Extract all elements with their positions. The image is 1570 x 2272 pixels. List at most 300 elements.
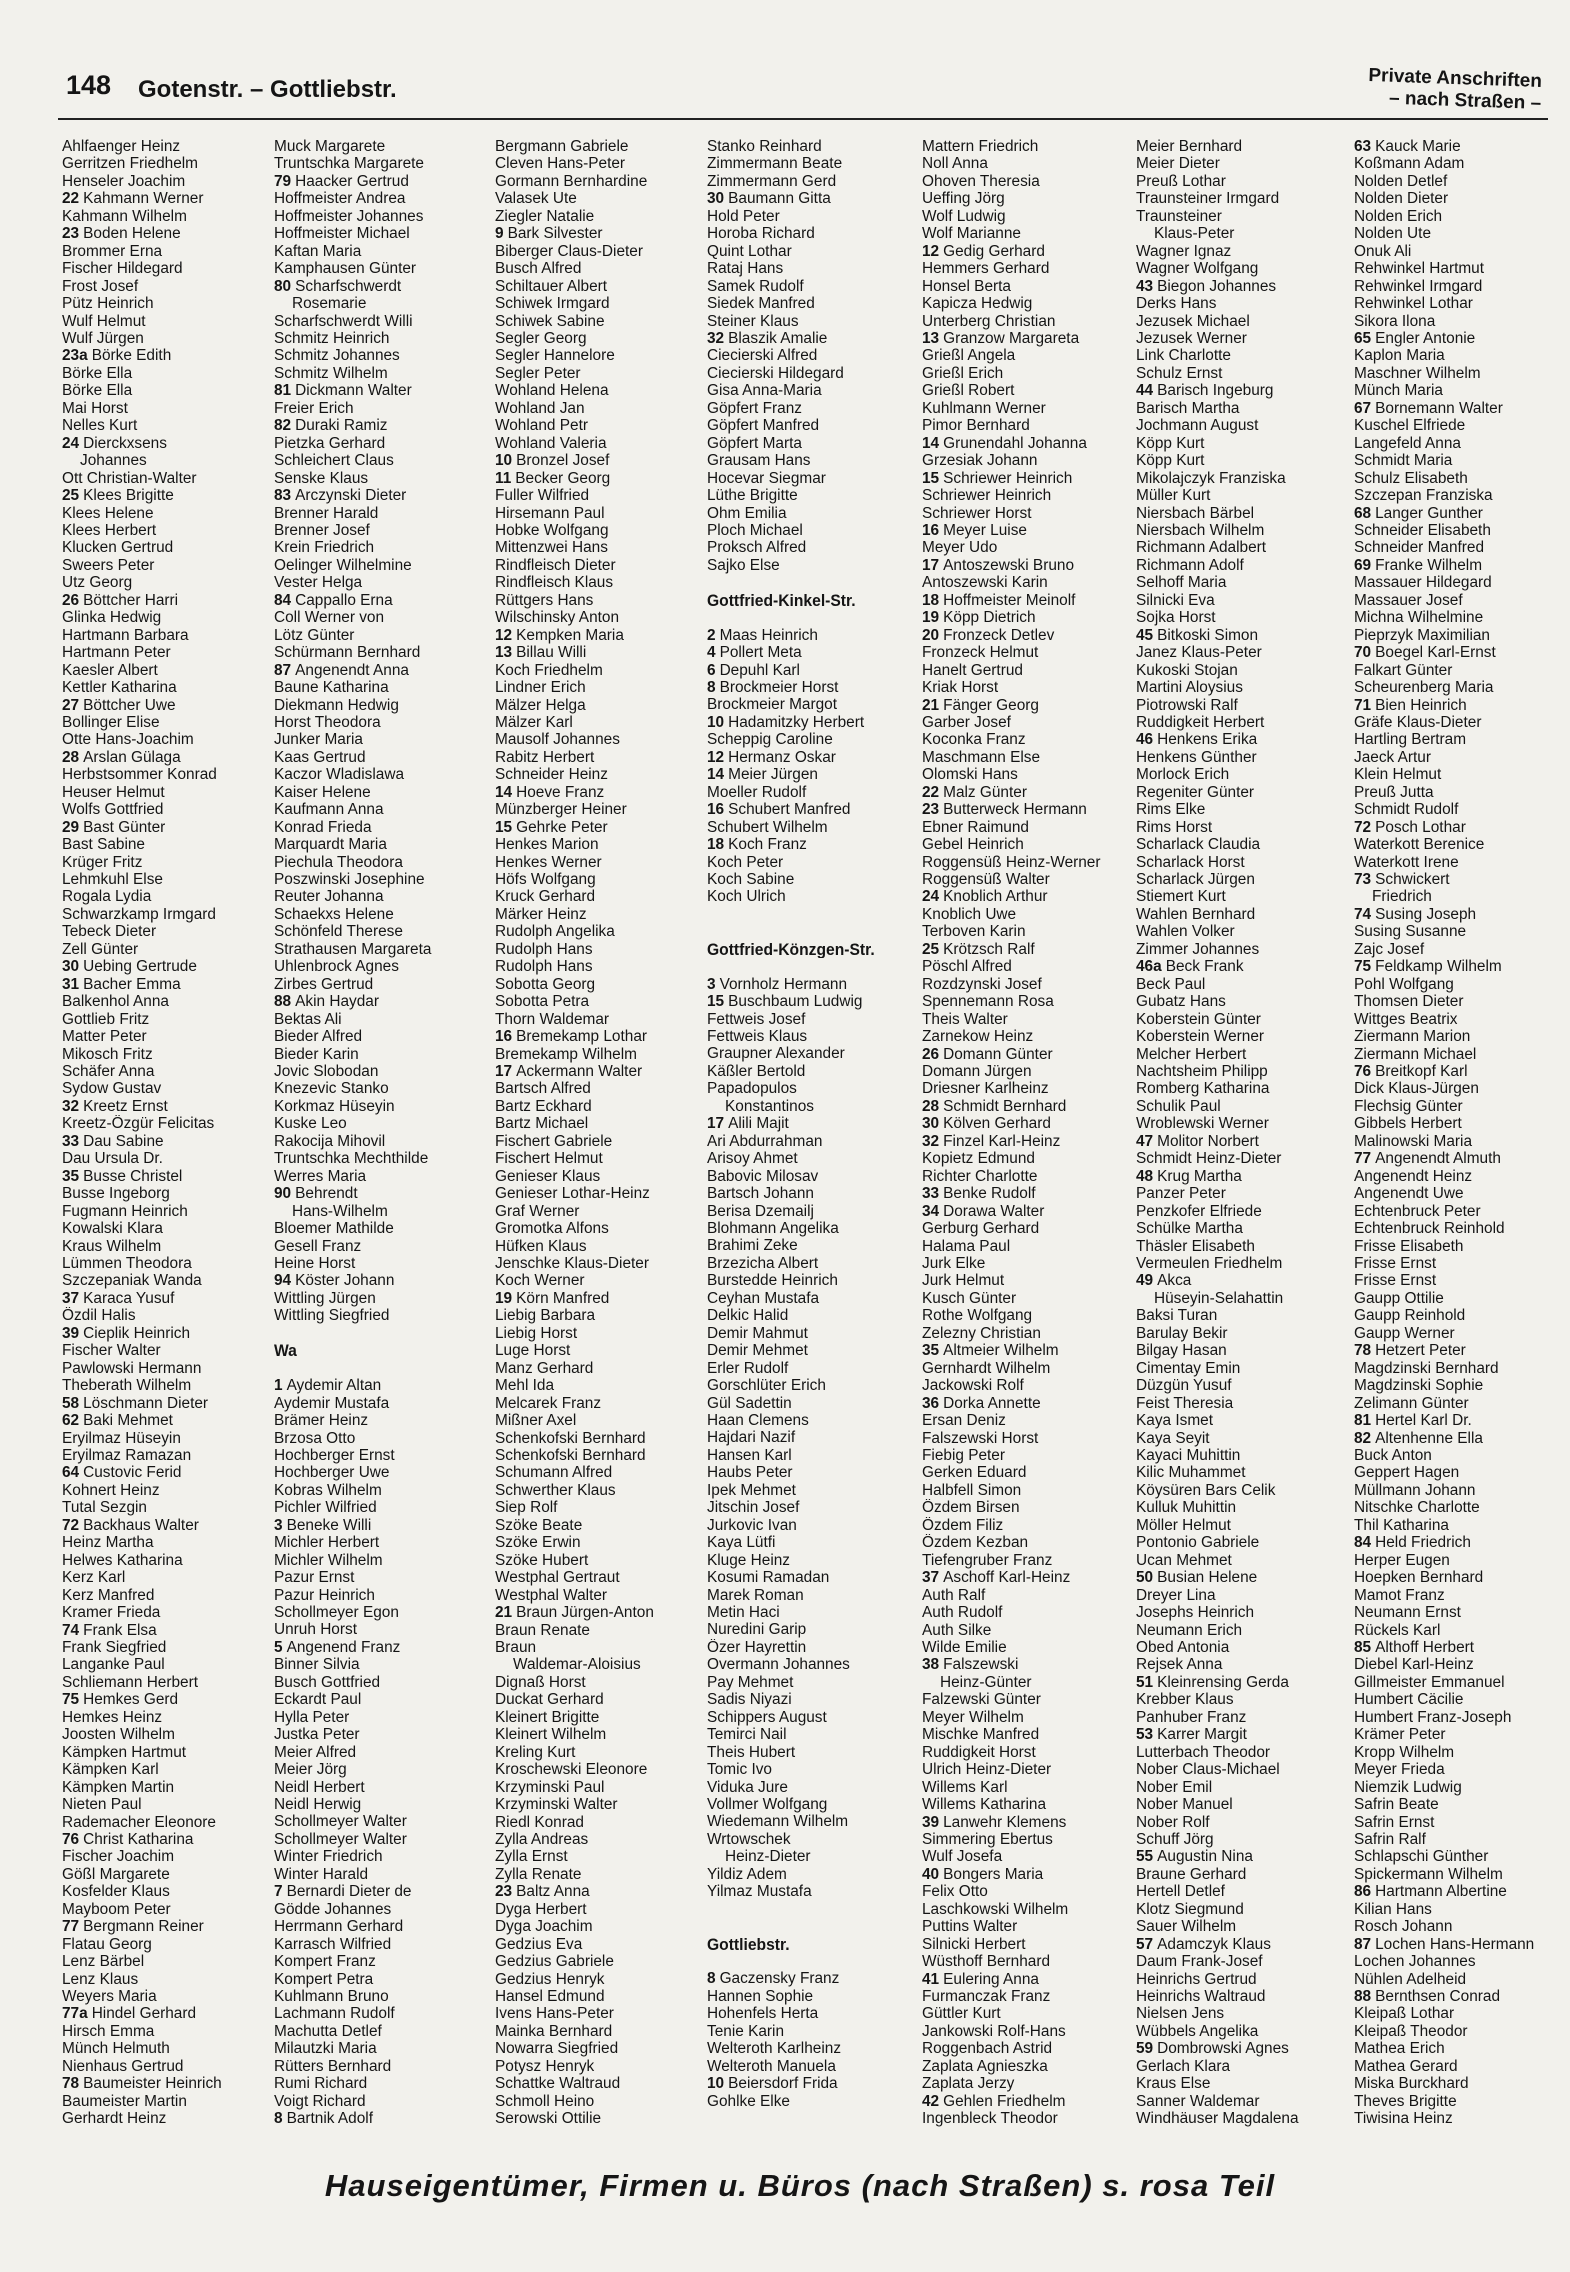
resident-entry <box>1354 330 1564 347</box>
resident-entry <box>922 243 1134 260</box>
resident-entry <box>62 941 274 958</box>
resident-name: Rindfleisch Klaus <box>495 574 614 592</box>
resident-entry <box>274 1621 486 1638</box>
resident-name: Müllmann Johann <box>1354 1481 1476 1499</box>
resident-entry <box>1354 819 1564 836</box>
resident-name: Breitkopf Karl <box>1375 1063 1468 1081</box>
resident-name: Nolden Dieter <box>1354 190 1449 208</box>
resident-name: Hüfken Klaus <box>495 1237 587 1255</box>
resident-entry <box>62 609 274 626</box>
resident-name: Ploch Michael <box>707 521 803 539</box>
resident-entry <box>62 1744 274 1761</box>
resident-entry <box>274 1604 486 1621</box>
resident-name: Wolfs Gottfried <box>62 801 164 819</box>
resident-entry <box>274 592 486 609</box>
resident-name: Johannes <box>80 452 147 470</box>
resident-name: Schiwek Sabine <box>495 312 605 330</box>
resident-name: Wolf Marianne <box>922 225 1021 243</box>
resident-name: Binner Silvia <box>274 1656 360 1674</box>
resident-name: Hanelt Gertrud <box>922 661 1023 679</box>
resident-name: Pichler Wilfried <box>274 1499 377 1517</box>
resident-name: Güttler Kurt <box>922 2005 1001 2023</box>
resident-name: Wüsthoff Bernhard <box>922 1953 1051 1971</box>
resident-name: Massauer Josef <box>1354 591 1463 609</box>
resident-entry <box>1354 1430 1564 1447</box>
resident-name: Aydemir Mustafa <box>274 1394 390 1412</box>
resident-entry <box>274 278 486 295</box>
resident-entry <box>274 190 486 207</box>
resident-name: Hirsemann Paul <box>495 504 605 522</box>
resident-name: Graf Werner <box>495 1202 580 1220</box>
resident-entry <box>1354 2110 1564 2127</box>
resident-name: Lindner Erich <box>495 679 586 697</box>
resident-entry <box>922 871 1134 888</box>
resident-name: Rakocija Mihovil <box>274 1132 386 1150</box>
resident-entry <box>62 2058 274 2075</box>
resident-entry <box>1136 190 1348 207</box>
house-number: 43 <box>1136 277 1154 295</box>
resident-name: Hartmann Peter <box>62 644 171 662</box>
resident-entry <box>922 1325 1134 1342</box>
house-number: 77 <box>1354 1150 1372 1168</box>
house-number: 81 <box>1354 1412 1372 1430</box>
resident-name: Justka Peter <box>274 1726 360 1744</box>
resident-name: Münch Maria <box>1354 382 1443 400</box>
resident-entry <box>62 1761 274 1778</box>
resident-entry <box>62 1447 274 1464</box>
resident-name: Kleipaß Lothar <box>1354 2005 1455 2023</box>
resident-entry <box>1354 2040 1564 2057</box>
resident-name: Özdem Kezban <box>922 1534 1029 1552</box>
resident-entry <box>1136 697 1348 714</box>
resident-name: Kauck Marie <box>1375 138 1461 155</box>
resident-name: Barisch Martha <box>1136 399 1240 417</box>
resident-entry <box>274 1150 486 1167</box>
resident-entry <box>495 731 707 748</box>
resident-name: Lümmen Theodora <box>62 1255 192 1272</box>
house-number: 19 <box>922 609 940 627</box>
resident-name: Machutta Detlef <box>274 2022 382 2040</box>
resident-entry <box>1136 941 1348 958</box>
resident-entry <box>274 1848 486 1865</box>
resident-entry <box>274 1430 486 1447</box>
resident-name: Richmann Adolf <box>1136 556 1244 574</box>
resident-name: Thorn Waldemar <box>495 1010 610 1028</box>
resident-name: Pawlowski Hermann <box>62 1359 202 1377</box>
resident-name: Kerz Karl <box>62 1569 126 1587</box>
resident-name: Schollmeyer Walter <box>274 1830 407 1848</box>
resident-entry <box>62 801 274 818</box>
resident-name: Marek Roman <box>707 1586 804 1604</box>
resident-name: Krzyminski Paul <box>495 1778 605 1796</box>
resident-entry <box>707 1709 919 1726</box>
resident-name: Schleichert Claus <box>274 452 394 470</box>
resident-name: Maas Heinrich <box>719 626 818 644</box>
resident-entry <box>274 1639 486 1656</box>
resident-name: Grunendahl Johanna <box>943 434 1087 452</box>
resident-entry <box>495 190 707 207</box>
resident-entry <box>495 1115 707 1132</box>
house-number: 72 <box>1354 818 1372 836</box>
resident-entry <box>274 1569 486 1586</box>
resident-entry <box>62 1377 274 1394</box>
resident-name: Köpp Kurt <box>1136 452 1205 470</box>
resident-entry <box>62 505 274 522</box>
resident-entry <box>1136 1656 1348 1673</box>
resident-name: Krebber Klaus <box>1136 1691 1234 1709</box>
resident-entry <box>1136 1744 1348 1761</box>
house-number: 79 <box>274 172 292 190</box>
resident-entry <box>62 1936 274 1953</box>
resident-name: Vester Helga <box>274 574 363 592</box>
resident-entry <box>1354 2005 1564 2022</box>
resident-name: Rüttgers Hans <box>495 591 594 609</box>
resident-entry <box>1136 347 1348 364</box>
resident-name: Kulluk Muhittin <box>1136 1499 1237 1517</box>
resident-entry <box>1354 679 1564 696</box>
resident-name: Wilschinsky Anton <box>495 609 620 627</box>
house-number: 78 <box>1354 1342 1372 1360</box>
resident-name: Schiltauer Albert <box>495 277 608 295</box>
resident-entry <box>62 2110 274 2127</box>
resident-entry <box>1136 1063 1348 1080</box>
resident-entry <box>495 1220 707 1237</box>
resident-name: Schönfeld Therese <box>274 923 403 941</box>
resident-entry <box>62 1133 274 1150</box>
resident-name: Löschmann Dieter <box>83 1394 209 1412</box>
resident-entry <box>495 313 707 330</box>
resident-name: Ersan Deniz <box>922 1412 1006 1430</box>
resident-entry <box>1136 295 1348 312</box>
resident-name: Herbstsommer Konrad <box>62 766 217 784</box>
resident-name: Michna Wilhelmine <box>1354 609 1484 627</box>
resident-name: Vollmer Wolfgang <box>707 1795 828 1813</box>
resident-name: Gräfe Klaus-Dieter <box>1354 713 1482 731</box>
resident-entry <box>707 155 919 172</box>
resident-entry <box>62 1517 274 1534</box>
resident-name: Angenendt Uwe <box>1354 1185 1464 1203</box>
directory-columns <box>62 138 1535 2128</box>
resident-entry <box>274 1133 486 1150</box>
entry-continuation <box>1136 1290 1348 1307</box>
resident-name: Körn Manfred <box>516 1289 610 1307</box>
resident-name: Szczepan Franziska <box>1354 487 1493 505</box>
resident-name: Theberath Wilhelm <box>62 1377 192 1395</box>
column-5 <box>922 138 1134 2128</box>
house-number: 74 <box>1354 905 1372 923</box>
resident-entry <box>1354 644 1564 661</box>
resident-name: Malinowski Maria <box>1354 1132 1473 1150</box>
resident-name: Göpfert Manfred <box>707 417 820 435</box>
resident-name: Oelinger Wilhelmine <box>274 556 412 574</box>
resident-entry <box>1136 1133 1348 1150</box>
resident-name: Balkenhol Anna <box>62 993 169 1011</box>
resident-name: Kaftan Maria <box>274 242 362 260</box>
resident-name: Zarnekow Heinz <box>922 1028 1034 1046</box>
resident-entry <box>1354 1098 1564 1115</box>
house-number: 24 <box>62 434 80 452</box>
resident-entry <box>922 470 1134 487</box>
resident-name: Özdem Filiz <box>922 1516 1004 1534</box>
resident-entry <box>922 958 1134 975</box>
resident-name: Fischert Gabriele <box>495 1132 613 1150</box>
resident-name: Gaupp Werner <box>1354 1324 1455 1342</box>
resident-entry <box>707 1831 919 1848</box>
resident-name: Mathea Erich <box>1354 2040 1445 2058</box>
resident-entry <box>274 574 486 591</box>
resident-entry <box>274 1779 486 1796</box>
resident-entry <box>922 1866 1134 1883</box>
house-number: 7 <box>274 1883 283 1901</box>
resident-name: Rosemarie <box>292 295 367 313</box>
resident-entry <box>1136 1080 1348 1097</box>
resident-entry <box>707 173 919 190</box>
spacer <box>707 1918 919 1935</box>
resident-entry <box>62 1185 274 1202</box>
resident-entry <box>1136 784 1348 801</box>
resident-name: Rudolph Angelika <box>495 923 615 941</box>
resident-entry <box>707 1988 919 2005</box>
resident-entry <box>1354 1971 1564 1988</box>
resident-entry <box>495 452 707 469</box>
resident-name: Halama Paul <box>922 1237 1011 1255</box>
resident-name: Frost Josef <box>62 277 139 295</box>
resident-entry <box>707 1080 919 1097</box>
resident-name: Akin Haydar <box>295 993 379 1011</box>
resident-entry <box>274 1464 486 1481</box>
resident-name: Zaplata Jerzy <box>922 2075 1015 2093</box>
resident-entry <box>1354 295 1564 312</box>
resident-name: Scharfschwerdt Willi <box>274 312 413 330</box>
resident-name: Rothe Wolfgang <box>922 1307 1033 1325</box>
resident-entry <box>495 260 707 277</box>
resident-name: Antoszewski Karin <box>922 574 1048 592</box>
resident-name: Wübbels Angelika <box>1136 2022 1259 2040</box>
resident-entry <box>495 2058 707 2075</box>
spacer <box>707 923 919 940</box>
resident-name: Mittenzwei Hans <box>495 539 608 557</box>
resident-name: Arisoy Ahmet <box>707 1150 798 1168</box>
page-header <box>58 62 1548 114</box>
resident-entry <box>62 976 274 993</box>
resident-entry <box>274 347 486 364</box>
resident-entry <box>62 1848 274 1865</box>
resident-name: Rumi Richard <box>274 2075 368 2093</box>
resident-name: Dombrowski Agnes <box>1157 2040 1289 2058</box>
resident-entry <box>1136 1988 1348 2005</box>
resident-name: Angenend Franz <box>286 1638 401 1656</box>
resident-entry <box>274 836 486 853</box>
resident-name: Cieplik Heinrich <box>83 1324 191 1342</box>
resident-entry <box>274 1831 486 1848</box>
resident-entry <box>707 400 919 417</box>
resident-name: Ziermann Michael <box>1354 1045 1477 1063</box>
resident-entry <box>62 365 274 382</box>
resident-name: Hindel Gerhard <box>91 2005 197 2023</box>
resident-name: Schmidt Bernhard <box>943 1097 1067 1115</box>
resident-name: Pazur Ernst <box>274 1569 355 1587</box>
resident-entry <box>495 557 707 574</box>
resident-entry <box>274 1552 486 1569</box>
resident-name: Jurk Elke <box>922 1255 986 1272</box>
resident-name: Bernthsen Conrad <box>1375 1988 1501 2006</box>
resident-name: Klees Helene <box>62 504 154 522</box>
house-number: 22 <box>62 190 80 208</box>
resident-name: Kreetz Ernst <box>83 1097 168 1115</box>
resident-entry <box>707 1011 919 1028</box>
resident-name: Truntschka Mechthilde <box>274 1150 429 1168</box>
resident-entry <box>1354 1901 1564 1918</box>
resident-name: Düzgün Yusuf <box>1136 1377 1232 1395</box>
resident-entry <box>1354 627 1564 644</box>
resident-entry <box>922 1691 1134 1708</box>
resident-entry <box>274 400 486 417</box>
resident-entry <box>707 1115 919 1132</box>
house-number: 19 <box>495 1289 513 1307</box>
resident-entry <box>1354 347 1564 364</box>
resident-name: Herper Eugen <box>1354 1551 1450 1569</box>
resident-entry <box>274 330 486 347</box>
resident-name: Eryilmaz Ramazan <box>62 1446 192 1464</box>
resident-name: Konstantinos <box>725 1097 814 1115</box>
resident-name: Rindfleisch Dieter <box>495 556 616 574</box>
resident-entry <box>274 906 486 923</box>
resident-name: Lochen Johannes <box>1354 1953 1476 1971</box>
resident-name: Mälzer Karl <box>495 713 573 731</box>
resident-entry <box>1354 155 1564 172</box>
house-number: 11 <box>495 469 512 487</box>
resident-name: Bongers Maria <box>943 1865 1044 1883</box>
resident-entry <box>495 1360 707 1377</box>
resident-entry <box>707 347 919 364</box>
resident-name: Wohland Valeria <box>495 434 607 452</box>
house-number: 13 <box>495 644 513 662</box>
resident-entry <box>495 1674 707 1691</box>
house-number: 47 <box>1136 1132 1154 1150</box>
resident-name: Nolden Ute <box>1354 225 1431 243</box>
resident-entry <box>274 1534 486 1551</box>
resident-entry <box>1136 1482 1348 1499</box>
resident-name: Falkart Günter <box>1354 661 1453 679</box>
resident-entry <box>495 1709 707 1726</box>
resident-entry <box>1136 1883 1348 1900</box>
resident-name: Klotz Siegmund <box>1136 1900 1244 1918</box>
resident-entry <box>62 1656 274 1673</box>
resident-entry <box>922 1569 1134 1586</box>
spacer <box>274 1360 486 1377</box>
resident-entry <box>922 1220 1134 1237</box>
resident-entry <box>1354 1691 1564 1708</box>
resident-entry <box>274 1709 486 1726</box>
entry-continuation <box>274 295 486 312</box>
resident-name: Panhuber Franz <box>1136 1708 1247 1726</box>
resident-name: Scharlack Jürgen <box>1136 871 1255 889</box>
resident-name: Mißner Axel <box>495 1412 577 1430</box>
resident-entry <box>495 417 707 434</box>
resident-entry <box>274 1080 486 1097</box>
spacer <box>707 609 919 626</box>
resident-entry <box>495 278 707 295</box>
resident-entry <box>1354 976 1564 993</box>
resident-entry <box>62 1028 274 1045</box>
resident-entry <box>707 714 919 731</box>
resident-name: Köpp Kurt <box>1136 434 1205 452</box>
resident-entry <box>1354 1447 1564 1464</box>
resident-entry <box>274 505 486 522</box>
resident-name: Busch Alfred <box>495 260 582 278</box>
resident-name: Wohland Jan <box>495 399 585 417</box>
resident-entry <box>1136 906 1348 923</box>
resident-name: Demir Mehmet <box>707 1342 808 1360</box>
resident-entry <box>922 644 1134 661</box>
resident-name: Proksch Alfred <box>707 539 807 557</box>
resident-name: Hansel Edmund <box>495 1988 605 2006</box>
resident-name: Heinz-Dieter <box>725 1848 811 1866</box>
resident-entry <box>1354 1150 1564 1167</box>
resident-entry <box>707 1412 919 1429</box>
resident-entry <box>1354 1883 1564 1900</box>
resident-entry <box>1354 487 1564 504</box>
resident-entry <box>495 1464 707 1481</box>
resident-name: Dyga Joachim <box>495 1918 593 1936</box>
house-number: 63 <box>1354 138 1372 155</box>
entry-continuation <box>1354 888 1564 905</box>
resident-name: Domann Günter <box>943 1045 1053 1063</box>
resident-entry <box>1136 539 1348 556</box>
resident-name: Stiemert Kurt <box>1136 888 1226 906</box>
resident-entry <box>1136 522 1348 539</box>
resident-entry <box>707 557 919 574</box>
column-2 <box>274 138 486 2128</box>
resident-name: Genieser Lothar-Heinz <box>495 1185 650 1203</box>
house-number: 31 <box>62 975 80 993</box>
resident-entry <box>707 2058 919 2075</box>
resident-name: Sobotta Petra <box>495 993 590 1011</box>
resident-entry <box>495 574 707 591</box>
resident-name: Fischer Walter <box>62 1342 161 1360</box>
resident-name: Kempken Maria <box>516 626 624 644</box>
resident-name: Westphal Gertraut <box>495 1569 620 1587</box>
resident-entry <box>1354 1272 1564 1289</box>
resident-entry <box>495 1447 707 1464</box>
resident-name: Sojka Horst <box>1136 609 1216 627</box>
resident-entry <box>1354 2093 1564 2110</box>
resident-name: Benke Rudolf <box>943 1185 1036 1203</box>
resident-entry <box>922 400 1134 417</box>
resident-entry <box>922 697 1134 714</box>
resident-entry <box>1136 1499 1348 1516</box>
resident-entry <box>1136 260 1348 277</box>
resident-name: Nielsen Jens <box>1136 2005 1225 2023</box>
resident-name: Wohland Petr <box>495 417 588 435</box>
resident-entry <box>495 1779 707 1796</box>
resident-entry <box>707 1063 919 1080</box>
house-number: 20 <box>922 626 940 644</box>
resident-entry <box>1136 679 1348 696</box>
resident-entry <box>495 2023 707 2040</box>
house-number: 15 <box>495 818 513 836</box>
resident-entry <box>922 714 1134 731</box>
house-number: 6 <box>707 661 716 679</box>
resident-name: Duckat Gerhard <box>495 1691 604 1709</box>
resident-entry <box>1354 1360 1564 1377</box>
house-number: 33 <box>922 1185 940 1203</box>
resident-name: Penzkofer Elfriede <box>1136 1202 1262 1220</box>
resident-name: Luge Horst <box>495 1342 571 1360</box>
resident-name: Vornholz Hermann <box>719 975 848 993</box>
resident-name: Aydemir Altan <box>286 1377 382 1395</box>
resident-entry <box>274 1656 486 1673</box>
